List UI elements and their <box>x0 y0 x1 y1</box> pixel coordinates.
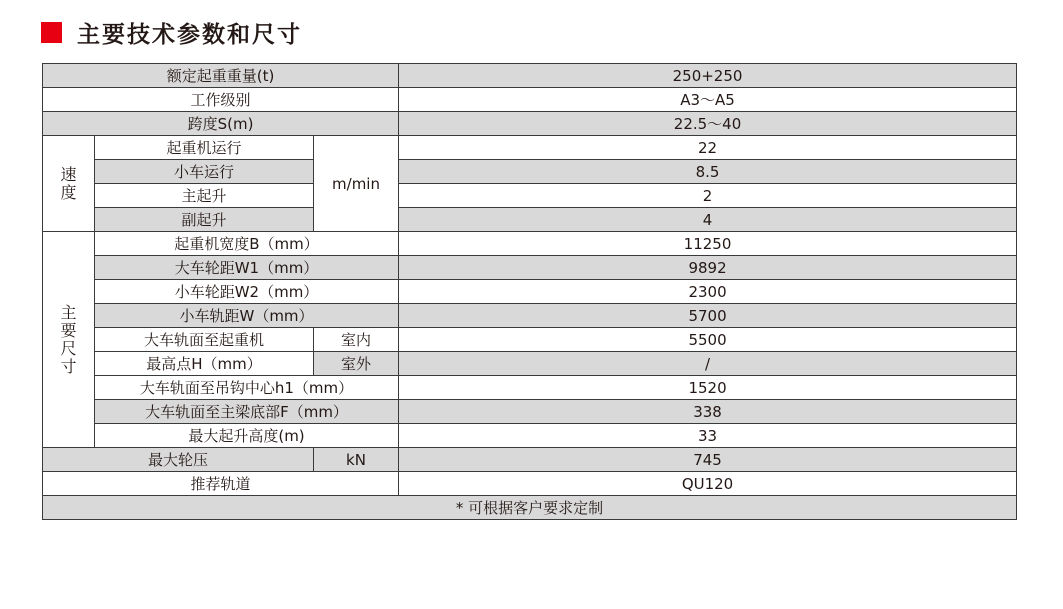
value-w: 5700 <box>399 304 1017 328</box>
value-speed-aux-hoist: 4 <box>399 208 1017 232</box>
value-w2: 2300 <box>399 280 1017 304</box>
row-f <box>43 400 1017 424</box>
value-lift-height: 33 <box>399 424 1017 448</box>
label-w: 小车轨距W（mm） <box>95 304 399 328</box>
label-span: 跨度S(m) <box>43 112 399 136</box>
red-square-marker <box>41 22 62 43</box>
dimension-group-char: 主 <box>60 302 77 322</box>
row-crane-width <box>43 232 1017 256</box>
label-indoor: 室内 <box>314 328 399 352</box>
value-max-wheel: 745 <box>399 448 1017 472</box>
value-f: 338 <box>399 400 1017 424</box>
value-h1: 1520 <box>399 376 1017 400</box>
value-rail: QU120 <box>399 472 1017 496</box>
row-rail <box>43 472 1017 496</box>
value-rated-load: 250+250 <box>399 64 1017 88</box>
row-work-class <box>43 88 1017 112</box>
label-crane-width: 起重机宽度B（mm） <box>95 232 399 256</box>
row-height-indoor <box>43 328 1017 352</box>
value-speed-main-hoist: 2 <box>399 184 1017 208</box>
dimension-group-char: 要 <box>60 320 77 340</box>
unit-max-wheel: kN <box>314 448 399 472</box>
section-title: 主要技术参数和尺寸 <box>77 21 302 48</box>
row-lift-height <box>43 424 1017 448</box>
label-lift-height: 最大起升高度(m) <box>95 424 399 448</box>
label-speed-main-hoist: 主起升 <box>95 184 314 208</box>
row-footnote <box>43 496 1017 520</box>
label-rail: 推荐轨道 <box>43 472 399 496</box>
speed-group-char: 度 <box>60 182 77 202</box>
label-work-class: 工作级别 <box>43 88 399 112</box>
label-rated-load: 额定起重重量(t) <box>43 64 399 88</box>
row-speed-main-hoist <box>43 184 1017 208</box>
label-outdoor: 室外 <box>314 352 399 376</box>
label-max-wheel: 最大轮压 <box>43 448 314 472</box>
label-height-line1: 大车轨面至起重机 <box>95 328 314 352</box>
footnote: * 可根据客户要求定制 <box>43 496 1017 520</box>
row-rated-load <box>43 64 1017 88</box>
row-speed-crane <box>43 136 1017 160</box>
label-speed-trolley: 小车运行 <box>95 160 314 184</box>
label-f: 大车轨面至主梁底部F（mm） <box>95 400 399 424</box>
row-speed-aux-hoist <box>43 208 1017 232</box>
section-heading <box>41 17 302 47</box>
label-w1: 大车轮距W1（mm） <box>95 256 399 280</box>
row-w1 <box>43 256 1017 280</box>
value-span: 22.5～40 <box>399 112 1017 136</box>
row-w2 <box>43 280 1017 304</box>
spec-table <box>42 63 1017 520</box>
label-h1: 大车轨面至吊钩中心h1（mm） <box>95 376 399 400</box>
speed-group-label <box>43 136 95 232</box>
label-w2: 小车轮距W2（mm） <box>95 280 399 304</box>
dimension-group-char: 尺 <box>60 338 77 358</box>
dimension-group-label <box>43 232 95 448</box>
label-height-line2: 最高点H（mm） <box>95 352 314 376</box>
row-max-wheel <box>43 448 1017 472</box>
value-height-indoor: 5500 <box>399 328 1017 352</box>
value-speed-trolley: 8.5 <box>399 160 1017 184</box>
row-height-outdoor <box>43 352 1017 376</box>
row-h1 <box>43 376 1017 400</box>
row-span <box>43 112 1017 136</box>
label-speed-crane: 起重机运行 <box>95 136 314 160</box>
row-w <box>43 304 1017 328</box>
speed-group-char: 速 <box>60 164 77 184</box>
value-w1: 9892 <box>399 256 1017 280</box>
label-speed-aux-hoist: 副起升 <box>95 208 314 232</box>
value-crane-width: 11250 <box>399 232 1017 256</box>
dimension-group-char: 寸 <box>60 356 77 376</box>
value-work-class: A3～A5 <box>399 88 1017 112</box>
value-speed-crane: 22 <box>399 136 1017 160</box>
speed-unit: m/min <box>314 136 399 232</box>
value-height-outdoor: / <box>399 352 1017 376</box>
row-speed-trolley <box>43 160 1017 184</box>
